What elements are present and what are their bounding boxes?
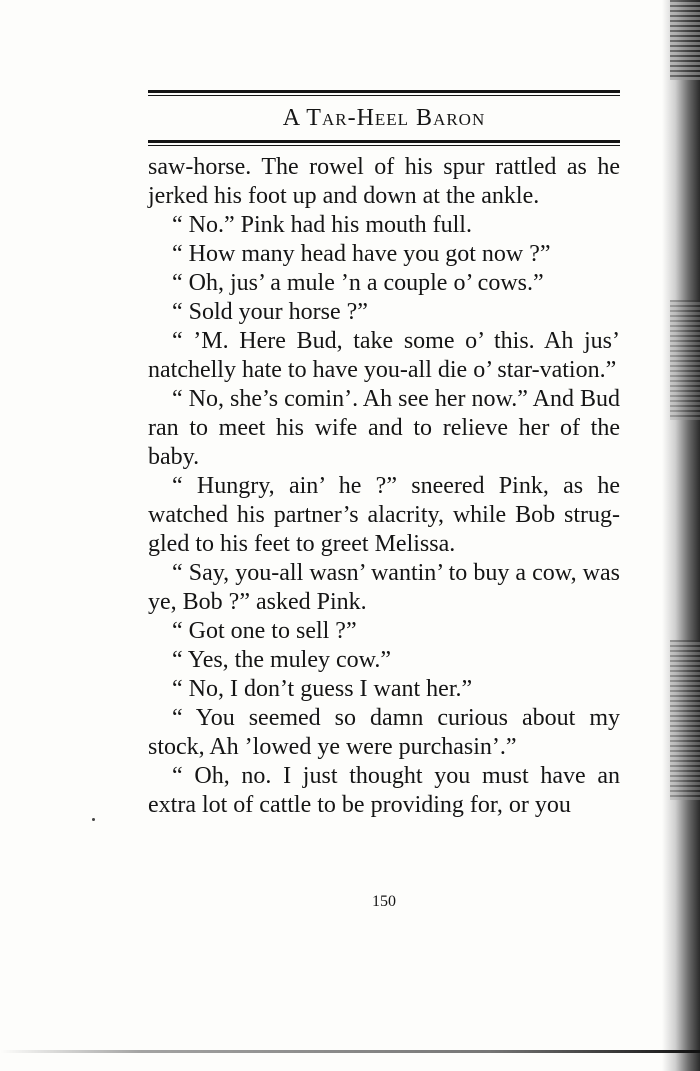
running-head: A Tar-Heel Baron xyxy=(282,105,486,131)
page-edge-shadow xyxy=(662,0,700,1071)
paragraph: “ Yes, the muley cow.” xyxy=(172,647,392,673)
paragraph: saw-horse. The rowel of his spur rattled as he jerked his foot up and down at the ankle. xyxy=(148,154,620,209)
page-edge-texture xyxy=(670,0,700,80)
header-rule-top-thin xyxy=(148,95,620,96)
paragraph: “ Say, you-all wasn’ wantin’ to buy a cow, was ye, Bob ?” asked Pink. xyxy=(148,560,620,615)
paragraph: “ No.” Pink had his mouth full. xyxy=(172,212,472,238)
header-rule-bottom xyxy=(148,140,620,143)
body-text xyxy=(148,153,620,820)
paragraph: “ Hungry, ain’ he ?” sneered Pink, as he watched his partner’s alacrity, while Bob strug-gled to his feet to greet Melissa. xyxy=(148,473,620,557)
paragraph: “ No, I don’t guess I want her.” xyxy=(172,676,473,702)
page-bottom-edge xyxy=(0,1050,700,1053)
header-rule-top xyxy=(148,90,620,93)
header-rule-bottom-thin xyxy=(148,145,620,146)
page-number: 150 xyxy=(372,893,396,910)
paragraph: “ How many head have you got now ?” xyxy=(172,241,551,267)
paragraph: “ You seemed so damn curious about my stock, Ah ’lowed ye were purchasin’.” xyxy=(148,705,620,760)
paragraph: “ Sold your horse ?” xyxy=(172,299,368,325)
page-edge-texture xyxy=(670,300,700,420)
paragraph: “ ’M. Here Bud, take some o’ this. Ah jus’ natchelly hate to have you-all die o’ star-vation.” xyxy=(148,328,620,383)
paragraph: “ No, she’s comin’. Ah see her now.” And Bud ran to meet his wife and to relieve her of the baby. xyxy=(148,386,620,470)
paragraph: “ Oh, no. I just thought you must have an extra lot of cattle to be providing for, or you xyxy=(148,763,620,818)
ink-speck xyxy=(92,818,95,821)
page-edge-texture xyxy=(670,640,700,800)
paragraph: “ Oh, jus’ a mule ’n a couple o’ cows.” xyxy=(172,270,544,296)
paragraph: “ Got one to sell ?” xyxy=(172,618,357,644)
